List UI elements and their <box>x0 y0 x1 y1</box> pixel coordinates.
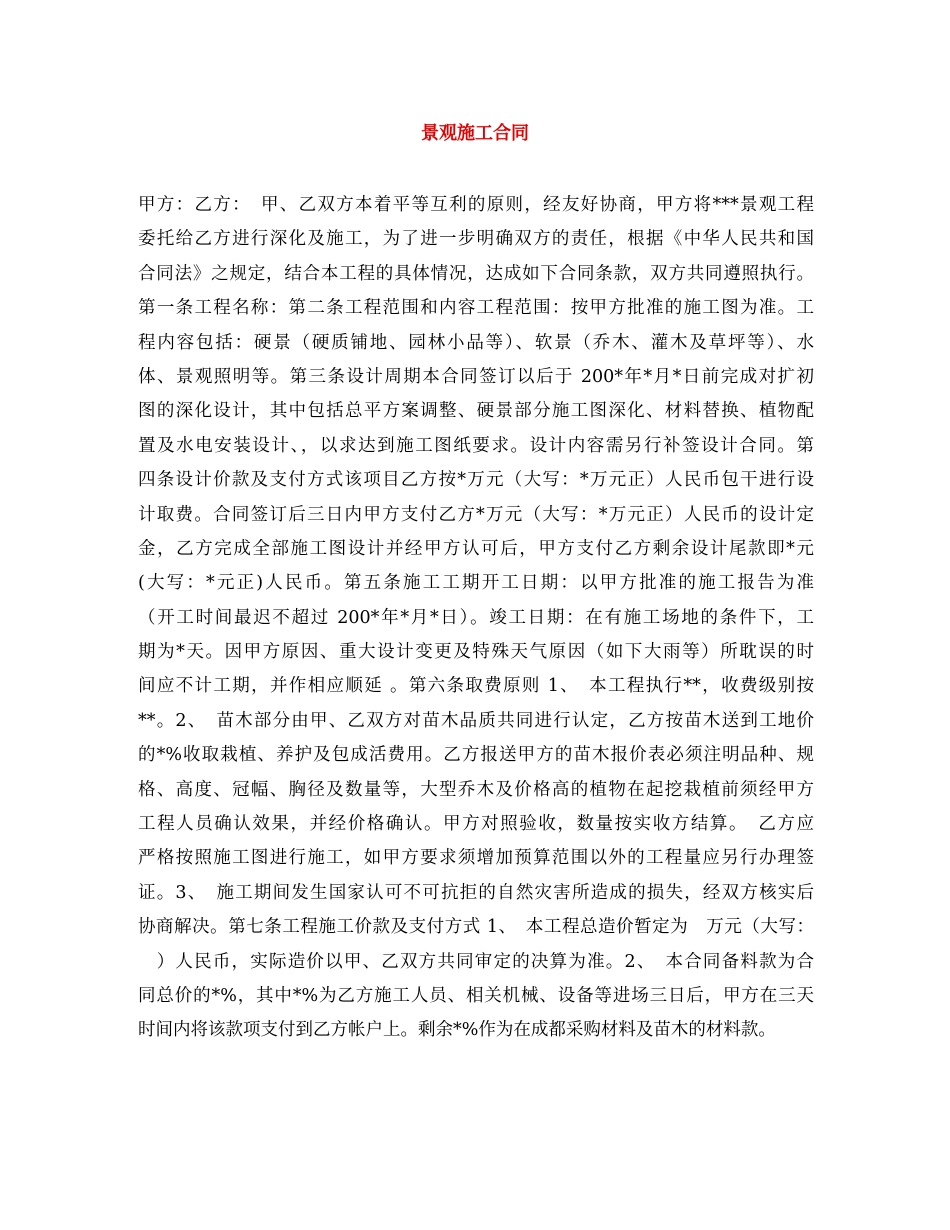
body-line: 合同法》之规定，结合本工程的具体情况，达成如下合同条款，双方共同遵照执行。 <box>138 263 814 284</box>
body-line: 第一条工程名称：第二条工程范围和内容工程范围：按甲方批准的施工图为准。工 <box>138 298 814 319</box>
document-title: 景观施工合同 <box>421 123 529 144</box>
body-line: 同总价的*%，其中*%为乙方施工人员、相关机械、设备等进场三日后，甲方在三天 <box>138 985 814 1006</box>
body-line: 四条设计价款及支付方式该项目乙方按*万元（大写：*万元正）人民币包干进行设 <box>138 470 814 491</box>
body-line: 的*%收取栽植、养护及包成活费用。乙方报送甲方的苗木报价表必须注明品种、规 <box>138 745 814 766</box>
body-line: 时间内将该款项支付到乙方帐户上。剩余*%作为在成都采购材料及苗木的材料款。 <box>138 1020 776 1041</box>
body-line: **。2、 苗木部分由甲、乙双方对苗木品质共同进行认定，乙方按苗木送到工地价 <box>138 710 814 731</box>
body-line: 图的深化设计，其中包括总平方案调整、硬景部分施工图深化、材料替换、植物配 <box>138 401 814 422</box>
body-line: 甲方：乙方： 甲、乙双方本着平等互利的原则，经友好协商，甲方将***景观工程 <box>138 195 814 215</box>
document-body <box>138 188 814 1048</box>
body-line: 间应不计工期，并作相应顺延 。第六条取费原则 1、 本工程执行**，收费级别按 <box>138 676 814 697</box>
body-line: (大写：*元正)人民币。第五条施工工期开工日期：以甲方批准的施工报告为准 <box>138 573 814 594</box>
body-line: 工程人员确认效果，并经价格确认。甲方对照验收，数量按实收方结算。 乙方应 <box>138 814 814 835</box>
body-line: ）人民币，实际造价以甲、乙双方共同审定的决算为准。2、 本合同备料款为合 <box>138 951 814 972</box>
body-line: 置及水电安装设计、，以求达到施工图纸要求。设计内容需另行补签设计合同。第 <box>138 435 814 456</box>
body-line: 计取费。合同签订后三日内甲方支付乙方*万元（大写：*万元正）人民币的设计定 <box>138 504 814 525</box>
body-line: 委托给乙方进行深化及施工，为了进一步明确双方的责任，根据《中华人民共和国 <box>138 229 814 250</box>
body-line: 程内容包括：硬景（硬质铺地、园林小品等）、软景（乔木、灌木及草坪等）、水 <box>138 332 814 353</box>
body-line: 格、高度、冠幅、胸径及数量等，大型乔木及价格高的植物在起挖栽植前须经甲方 <box>138 779 814 800</box>
body-line: 期为*天。因甲方原因、重大设计变更及特殊天气原因（如下大雨等）所耽误的时 <box>138 642 814 663</box>
body-line: 协商解决。第七条工程施工价款及支付方式 1、 本工程总造价暂定为 万元（大写： <box>138 917 814 938</box>
body-line: 金，乙方完成全部施工图设计并经甲方认可后，甲方支付乙方剩余设计尾款即*元 <box>138 538 814 559</box>
body-line: （开工时间最迟不超过 200*年*月*日）。竣工日期：在有施工场地的条件下，工 <box>138 607 814 628</box>
body-line: 证。3、 施工期间发生国家认可不可抗拒的自然灾害所造成的损失，经双方核实后 <box>138 882 814 903</box>
body-line: 严格按照施工图进行施工，如甲方要求须增加预算范围以外的工程量应另行办理签 <box>138 848 814 869</box>
body-line: 体、景观照明等。第三条设计周期本合同签订以后于 200*年*月*日前完成对扩初 <box>138 366 814 387</box>
